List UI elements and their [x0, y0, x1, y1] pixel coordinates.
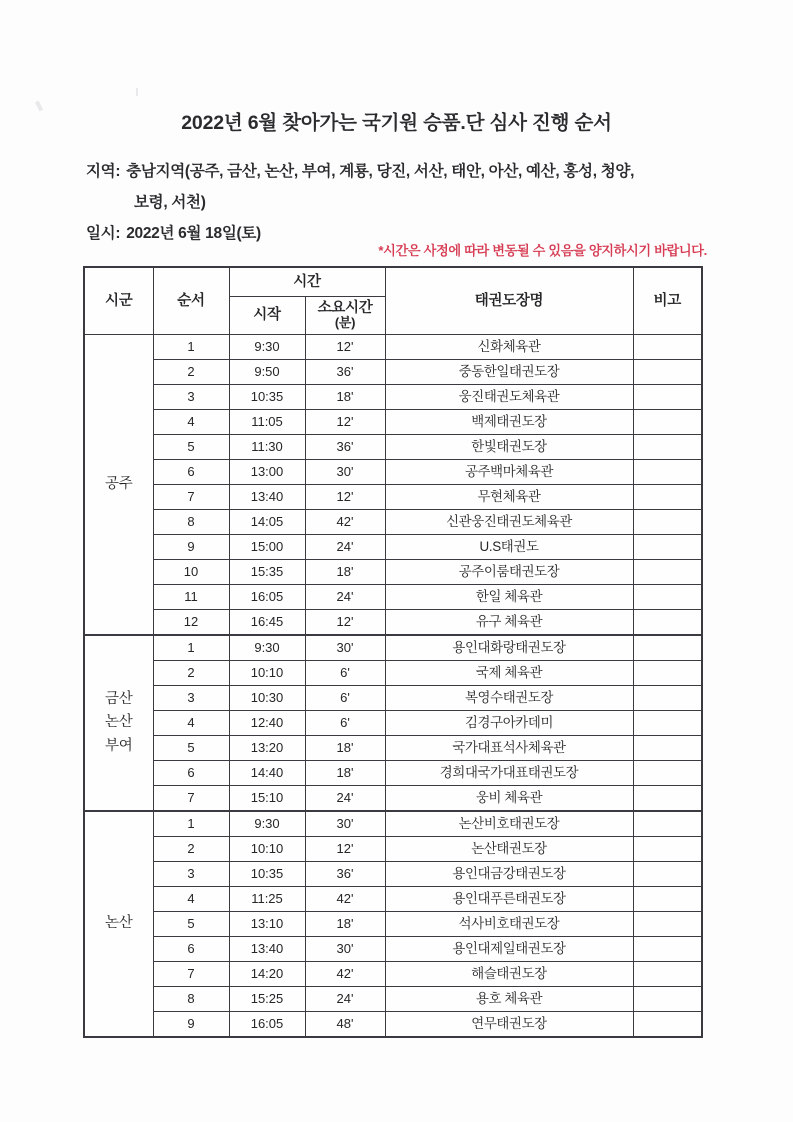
- gym-name-cell: 용인대푸른태권도장: [385, 887, 633, 912]
- order-cell: 6: [153, 937, 229, 962]
- gym-name-cell: 용인대제일태권도장: [385, 937, 633, 962]
- duration-cell: 18': [305, 912, 385, 937]
- duration-cell: 12': [305, 410, 385, 435]
- start-time-cell: 16:05: [229, 1012, 305, 1038]
- duration-cell: 24': [305, 535, 385, 560]
- order-cell: 3: [153, 385, 229, 410]
- note-cell: [633, 360, 702, 385]
- note-cell: [633, 912, 702, 937]
- gym-name-cell: 웅비 체육관: [385, 786, 633, 812]
- duration-cell: 30': [305, 937, 385, 962]
- start-time-cell: 9:30: [229, 811, 305, 837]
- duration-cell: 12': [305, 837, 385, 862]
- table-row: [84, 736, 702, 761]
- duration-cell: 6': [305, 686, 385, 711]
- gym-name-cell: 연무태권도장: [385, 1012, 633, 1038]
- duration-cell: 6': [305, 661, 385, 686]
- order-cell: 1: [153, 635, 229, 661]
- table-row: [84, 786, 702, 812]
- order-cell: 9: [153, 1012, 229, 1038]
- table-row: [84, 335, 702, 360]
- gym-name-cell: 신관웅진태권도체육관: [385, 510, 633, 535]
- table-header-row-1: [84, 267, 702, 297]
- start-time-cell: 10:30: [229, 686, 305, 711]
- gym-name-cell: 공주백마체육관: [385, 460, 633, 485]
- table-row: [84, 635, 702, 661]
- start-time-cell: 15:25: [229, 987, 305, 1012]
- duration-cell: 36': [305, 360, 385, 385]
- table-row: [84, 1012, 702, 1038]
- order-cell: 7: [153, 962, 229, 987]
- start-time-cell: 16:45: [229, 610, 305, 636]
- start-time-cell: 13:00: [229, 460, 305, 485]
- start-time-cell: 13:40: [229, 937, 305, 962]
- start-time-cell: 9:50: [229, 360, 305, 385]
- start-time-cell: 11:05: [229, 410, 305, 435]
- region-cell: 논산: [84, 811, 153, 1037]
- note-cell: [633, 811, 702, 837]
- start-time-cell: 14:40: [229, 761, 305, 786]
- scan-artifact: [136, 88, 138, 96]
- start-time-cell: 10:10: [229, 837, 305, 862]
- note-cell: [633, 485, 702, 510]
- table-row: [84, 535, 702, 560]
- gym-name-cell: 논산비호태권도장: [385, 811, 633, 837]
- duration-cell: 30': [305, 811, 385, 837]
- schedule-change-notice: *시간은 사정에 따라 변동될 수 있음을 양지하시기 바랍니다.: [378, 243, 707, 258]
- duration-cell: 18': [305, 560, 385, 585]
- duration-cell: 36': [305, 862, 385, 887]
- region-cell: 금산 논산 부여: [84, 635, 153, 811]
- note-cell: [633, 761, 702, 786]
- note-cell: [633, 510, 702, 535]
- table-row: [84, 761, 702, 786]
- order-cell: 5: [153, 736, 229, 761]
- table-row: [84, 510, 702, 535]
- duration-cell: 12': [305, 335, 385, 360]
- order-cell: 5: [153, 435, 229, 460]
- table-row: [84, 711, 702, 736]
- column-header-gym-name: 태권도장명: [385, 267, 633, 335]
- start-time-cell: 13:10: [229, 912, 305, 937]
- duration-cell: 30': [305, 460, 385, 485]
- gym-name-cell: 용호 체육관: [385, 987, 633, 1012]
- note-cell: [633, 937, 702, 962]
- order-cell: 1: [153, 335, 229, 360]
- column-header-order: 순서: [153, 267, 229, 335]
- duration-cell: 18': [305, 736, 385, 761]
- start-time-cell: 10:35: [229, 862, 305, 887]
- note-cell: [633, 962, 702, 987]
- gym-name-cell: 신화체육관: [385, 335, 633, 360]
- duration-cell: 42': [305, 887, 385, 912]
- note-cell: [633, 1012, 702, 1038]
- start-time-cell: 11:25: [229, 887, 305, 912]
- start-time-cell: 16:05: [229, 585, 305, 610]
- column-header-start-time: 시작: [229, 297, 305, 335]
- table-row: [84, 962, 702, 987]
- column-header-time-group: 시간: [229, 267, 385, 297]
- order-cell: 11: [153, 585, 229, 610]
- note-cell: [633, 560, 702, 585]
- region-label: 지역:: [86, 163, 121, 180]
- date-value: 2022년 6월 18일(토): [126, 225, 261, 242]
- order-cell: 10: [153, 560, 229, 585]
- start-time-cell: 9:30: [229, 635, 305, 661]
- note-cell: [633, 736, 702, 761]
- note-cell: [633, 335, 702, 360]
- order-cell: 4: [153, 887, 229, 912]
- order-cell: 8: [153, 987, 229, 1012]
- table-row: [84, 837, 702, 862]
- gym-name-cell: 용인대화랑태권도장: [385, 635, 633, 661]
- table-body: [84, 335, 702, 1038]
- gym-name-cell: 경희대국가대표태권도장: [385, 761, 633, 786]
- order-cell: 9: [153, 535, 229, 560]
- order-cell: 1: [153, 811, 229, 837]
- table-row: [84, 887, 702, 912]
- start-time-cell: 10:10: [229, 661, 305, 686]
- duration-cell: 30': [305, 635, 385, 661]
- start-time-cell: 10:35: [229, 385, 305, 410]
- duration-label: 소요시간: [317, 299, 373, 316]
- page-title: 2022년 6월 찾아가는 국기원 승품.단 심사 진행 순서: [181, 112, 612, 135]
- gym-name-cell: 국가대표석사체육관: [385, 736, 633, 761]
- duration-cell: 6': [305, 711, 385, 736]
- note-cell: [633, 786, 702, 812]
- table-row: [84, 862, 702, 887]
- duration-unit-label: (분): [334, 315, 356, 331]
- start-time-cell: 11:30: [229, 435, 305, 460]
- note-cell: [633, 410, 702, 435]
- note-cell: [633, 610, 702, 636]
- gym-name-cell: 공주이룸태권도장: [385, 560, 633, 585]
- duration-cell: 48': [305, 1012, 385, 1038]
- table-row: [84, 410, 702, 435]
- gym-name-cell: 웅진태권도체육관: [385, 385, 633, 410]
- duration-cell: 24': [305, 786, 385, 812]
- note-cell: [633, 711, 702, 736]
- column-header-duration: [305, 297, 385, 335]
- note-cell: [633, 987, 702, 1012]
- duration-cell: 18': [305, 761, 385, 786]
- gym-name-cell: 중동한일태권도장: [385, 360, 633, 385]
- duration-cell: 24': [305, 585, 385, 610]
- order-cell: 3: [153, 686, 229, 711]
- region-cell: 공주: [84, 335, 153, 636]
- order-cell: 7: [153, 786, 229, 812]
- gym-name-cell: 해슬태권도장: [385, 962, 633, 987]
- note-cell: [633, 585, 702, 610]
- column-header-note: 비고: [633, 267, 702, 335]
- gym-name-cell: 논산태권도장: [385, 837, 633, 862]
- order-cell: 4: [153, 410, 229, 435]
- table-row: [84, 435, 702, 460]
- table-row: [84, 385, 702, 410]
- date-label: 일시:: [86, 225, 121, 242]
- note-cell: [633, 460, 702, 485]
- note-cell: [633, 435, 702, 460]
- start-time-cell: 15:35: [229, 560, 305, 585]
- order-cell: 6: [153, 761, 229, 786]
- duration-cell: 18': [305, 385, 385, 410]
- gym-name-cell: 용인대금강태권도장: [385, 862, 633, 887]
- table-row: [84, 360, 702, 385]
- note-cell: [633, 635, 702, 661]
- duration-cell: 42': [305, 962, 385, 987]
- gym-name-cell: 국제 체육관: [385, 661, 633, 686]
- schedule-table: [83, 266, 703, 1038]
- gym-name-cell: 백제태권도장: [385, 410, 633, 435]
- table-row: [84, 661, 702, 686]
- table-row: [84, 460, 702, 485]
- order-cell: 12: [153, 610, 229, 636]
- gym-name-cell: 석사비호태권도장: [385, 912, 633, 937]
- table-row: [84, 987, 702, 1012]
- order-cell: 2: [153, 661, 229, 686]
- column-header-sigun: 시군: [84, 267, 153, 335]
- start-time-cell: 14:20: [229, 962, 305, 987]
- region-value-continued: 보령, 서천): [134, 194, 206, 211]
- order-cell: 6: [153, 460, 229, 485]
- gym-name-cell: 한빛태권도장: [385, 435, 633, 460]
- duration-cell: 12': [305, 610, 385, 636]
- gym-name-cell: 유구 체육관: [385, 610, 633, 636]
- table-row: [84, 937, 702, 962]
- order-cell: 3: [153, 862, 229, 887]
- table-row: [84, 686, 702, 711]
- order-cell: 2: [153, 360, 229, 385]
- table-row: [84, 610, 702, 636]
- gym-name-cell: U.S태권도: [385, 535, 633, 560]
- table-row: [84, 560, 702, 585]
- note-cell: [633, 385, 702, 410]
- order-cell: 5: [153, 912, 229, 937]
- start-time-cell: 13:40: [229, 485, 305, 510]
- gym-name-cell: 한일 체육관: [385, 585, 633, 610]
- start-time-cell: 9:30: [229, 335, 305, 360]
- order-cell: 4: [153, 711, 229, 736]
- gym-name-cell: 복영수태권도장: [385, 686, 633, 711]
- gym-name-cell: 무현체육관: [385, 485, 633, 510]
- table-header: [84, 267, 702, 335]
- region-line: [86, 159, 726, 181]
- duration-cell: 42': [305, 510, 385, 535]
- region-line-continued: [86, 190, 768, 212]
- gym-name-cell: 김경구아카데미: [385, 711, 633, 736]
- order-cell: 2: [153, 837, 229, 862]
- start-time-cell: 15:10: [229, 786, 305, 812]
- note-cell: [633, 862, 702, 887]
- note-cell: [633, 686, 702, 711]
- order-cell: 8: [153, 510, 229, 535]
- start-time-cell: 14:05: [229, 510, 305, 535]
- table-row: [84, 585, 702, 610]
- start-time-cell: 13:20: [229, 736, 305, 761]
- note-cell: [633, 661, 702, 686]
- note-cell: [633, 535, 702, 560]
- table-row: [84, 485, 702, 510]
- duration-cell: 12': [305, 485, 385, 510]
- start-time-cell: 15:00: [229, 535, 305, 560]
- duration-cell: 24': [305, 987, 385, 1012]
- start-time-cell: 12:40: [229, 711, 305, 736]
- note-cell: [633, 837, 702, 862]
- table-row: [84, 912, 702, 937]
- order-cell: 7: [153, 485, 229, 510]
- duration-cell: 36': [305, 435, 385, 460]
- table-row: [84, 811, 702, 837]
- note-cell: [633, 887, 702, 912]
- region-value: 충남지역(공주, 금산, 논산, 부여, 계룡, 당진, 서산, 태안, 아산, 예산, 홍성, 청양,: [126, 163, 635, 180]
